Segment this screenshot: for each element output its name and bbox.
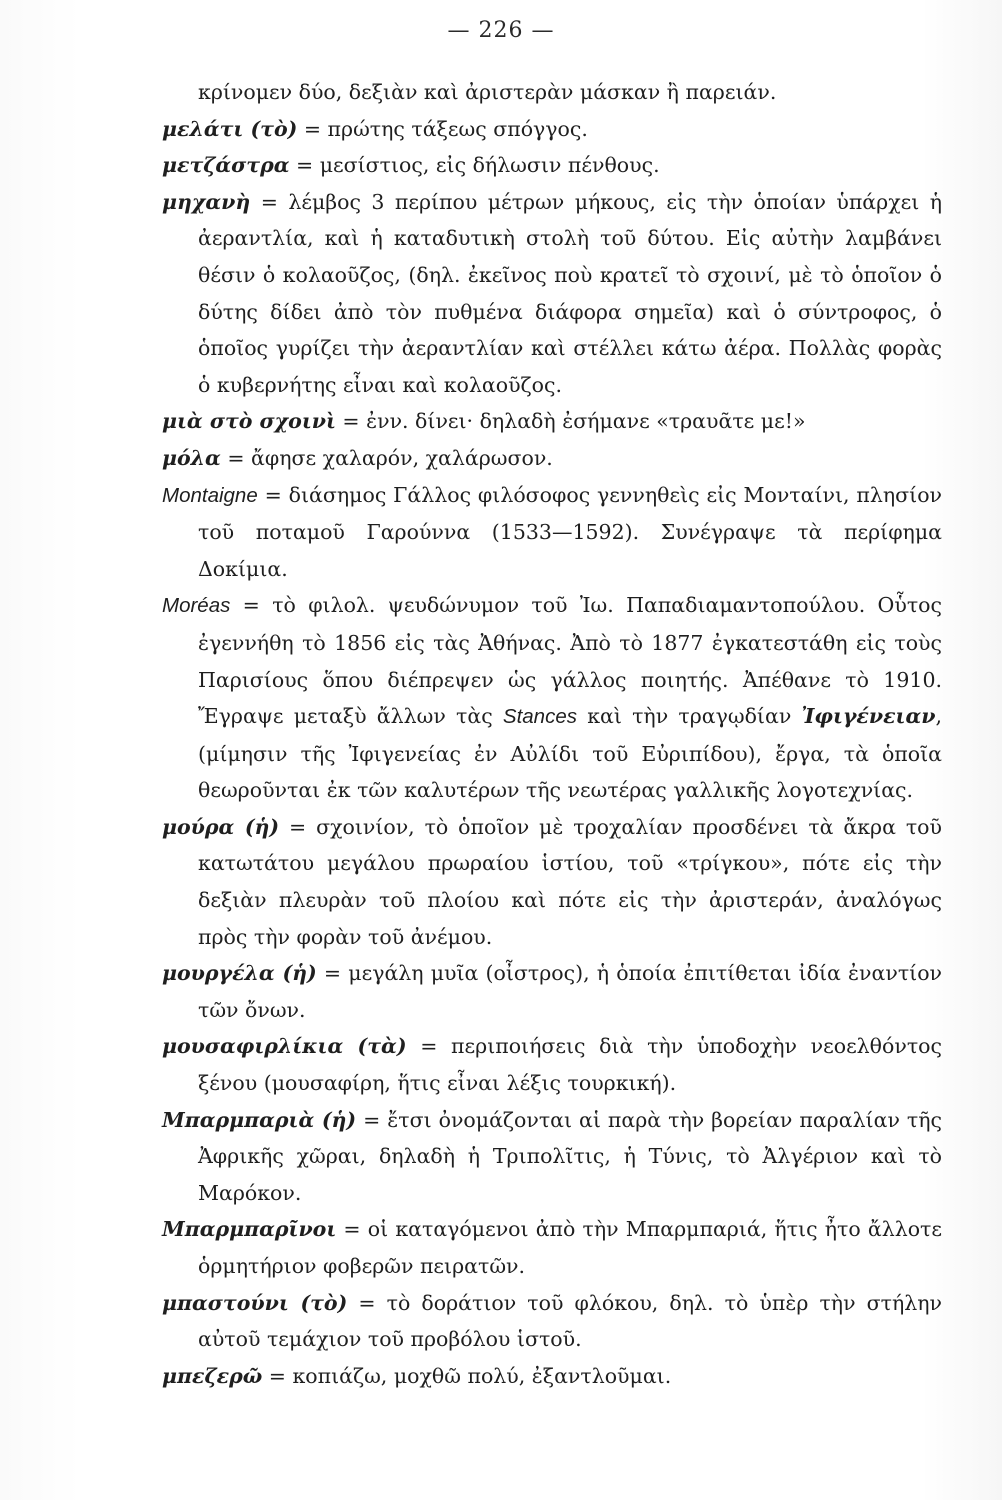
glossary-entry	[162, 477, 942, 588]
entry-body: = ἐνν. δίνει· δηλαδὴ ἐσήμανε «τραυᾶτε με!»	[335, 409, 806, 434]
glossary-entry	[162, 111, 942, 148]
work-title-latin: Stances	[502, 705, 577, 729]
entry-body: = μεσίστιος, εἰς δήλωσιν πένθους.	[289, 153, 660, 178]
glossary-entry	[162, 1211, 942, 1284]
entry-headword: Μπαρμπαριὰ (ἡ)	[162, 1107, 357, 1132]
entry-headword: μουσαφιρλίκια (τὰ)	[162, 1034, 407, 1059]
entry-body: = διάσημος Γάλλος φιλόσοφος γεννηθεὶς εἰς Μονταίνι, πλησίον τοῦ ποταμοῦ Γαρούννα (1533—1592). Συνέγραψε τὰ περίφημα Δοκίμια.	[198, 482, 942, 581]
glossary-entry	[162, 184, 942, 404]
entry-body: = σχοινίον, τὸ ὁποῖον μὲ τροχαλίαν προσδένει τὰ ἄκρα τοῦ κατωτάτου μεγάλου πρωραίου ἱστίου, τοῦ «τρίγκου», πότε εἰς τὴν δεξιὰν πλευρὰν τοῦ πλοίου καὶ πότε εἰς τὴν ἀριστεράν, ἀναλόγως πρὸς τὴν φορὰν τοῦ ἀνέμου.	[198, 814, 942, 949]
entry-body: , (μίμησιν τῆς Ἰφιγενείας ἐν Αὐλίδι τοῦ Εὐριπίδου), ἔργα, τὰ ὁποῖα θεωροῦνται ἐκ τῶν καλυτέρων τῆς νεωτέρας γαλλικῆς λογοτεχνίας.	[198, 704, 942, 803]
entry-headword: μπεζερῶ	[162, 1363, 263, 1388]
glossary-entry	[162, 1102, 942, 1212]
entry-body: = ἔτσι ὀνομάζονται αἱ παρὰ τὴν βορείαν παραλίαν τῆς Ἀφρικῆς χῶραι, δηλαδὴ ἡ Τριπολῖτις, ἡ Τύνις, τὸ Ἀλγέριον καὶ τὸ Μαρόκον.	[198, 1107, 942, 1205]
entry-body: κρίνομεν δύο, δεξιὰν καὶ ἀριστερὰν μάσκαν ἢ παρειάν.	[198, 80, 777, 104]
glossary-entry	[162, 403, 942, 440]
entry-headword: μούρα (ἡ)	[162, 814, 280, 839]
glossary-entry	[162, 587, 942, 809]
entry-headword: μουργέλα (ἡ)	[162, 961, 317, 986]
glossary-entry-continuation	[162, 74, 942, 111]
glossary-entry	[162, 809, 942, 955]
glossary-entry	[162, 1358, 942, 1395]
entry-headword: Montaigne	[162, 483, 258, 507]
glossary-entry	[162, 1285, 942, 1358]
glossary-entry	[162, 147, 942, 184]
entry-headword: μπαστούνι (τὸ)	[162, 1290, 348, 1315]
entry-body: καὶ τὴν τραγῳδίαν	[576, 704, 802, 729]
entry-body: = κοπιάζω, μοχθῶ πολύ, ἐξαντλοῦμαι.	[262, 1363, 672, 1388]
entry-body: = οἱ καταγόμενοι ἀπὸ τὴν Μπαρμπαριά, ἥτις ἦτο ἄλλοτε ὁρμητήριον φοβερῶν πειρατῶν.	[198, 1217, 942, 1278]
glossary-entry	[162, 440, 942, 477]
entry-headword: Moréas	[162, 594, 231, 618]
entry-body: = πρώτης τάξεως σπόγγος.	[297, 116, 588, 141]
entry-body: = λέμβος 3 περίπου μέτρων μήκους, εἰς τὴν ὁποίαν ὑπάρχει ἡ ἀεραντλία, καὶ ἡ καταδυτικὴ στολὴ τοῦ δύτου. Εἰς αὐτὴν λαμβάνει θέσιν ὁ κολαοῦζος, (δηλ. ἐκεῖνος ποὺ κρατεῖ τὸ σχοινί, μὲ τὸ ὁποῖον ὁ δύτης δίδει ἀπὸ τὸν πυθμένα διάφορα σημεῖα) καὶ ὁ σύντροφος, ὁ ὁποῖος γυρίζει τὴν ἀεραντλίαν καὶ στέλλει κάτω ἀέρα. Πολλὰς φορὰς ὁ κυβερνήτης εἶναι καὶ κολαοῦζος.	[198, 189, 942, 397]
glossary-text	[162, 74, 942, 1394]
entry-headword: Μπαρμπαρῖνοι	[162, 1217, 337, 1242]
page-number: — 226 —	[447, 18, 555, 43]
entry-headword: μόλα	[162, 445, 221, 470]
entry-body: = μεγάλη μυῖα (οἶστρος), ἡ ὁποία ἐπιτίθεται ἰδία ἐναντίον τῶν ὄνων.	[198, 961, 943, 1022]
entry-body: = ἄφησε χαλαρόν, χαλάρωσον.	[220, 445, 553, 470]
entry-headword: μιὰ στὸ σχοινὶ	[162, 409, 336, 434]
work-title: Ἰφιγένειαν	[801, 704, 936, 729]
entry-headword: μετζάστρα	[162, 153, 290, 178]
entry-body: = τὸ φιλολ. ψευδώνυμον τοῦ Ἰω. Παπαδιαμαντοπούλου. Οὗτος ἐγεννήθη τὸ 1856 εἰς τὰς Ἀθήνας. Ἀπὸ τὸ 1877 ἐγκατεστάθη εἰς τοὺς Παρισίους ὅπου διέπρεψεν ὡς γάλλος ποιητής. Ἀπέθανε τὸ 1910. Ἔγραψε μεταξὺ ἄλλων τὰς	[198, 593, 942, 729]
entry-headword: μελάτι (τὸ)	[162, 116, 298, 141]
entry-body: = τὸ δοράτιον τοῦ φλόκου, δηλ. τὸ ὑπὲρ τὴν στήλην αὐτοῦ τεμάχιον τοῦ προβόλου ἱστοῦ.	[198, 1290, 942, 1352]
glossary-entry	[162, 955, 942, 1028]
glossary-entry	[162, 1028, 942, 1101]
entry-headword: μηχανὴ	[162, 189, 251, 214]
entry-body: = περιποιήσεις διὰ τὴν ὑποδοχὴν νεοελθόντος ξένου (μουσαφίρη, ἥτις εἶναι λέξις τουρκική).	[198, 1034, 942, 1096]
